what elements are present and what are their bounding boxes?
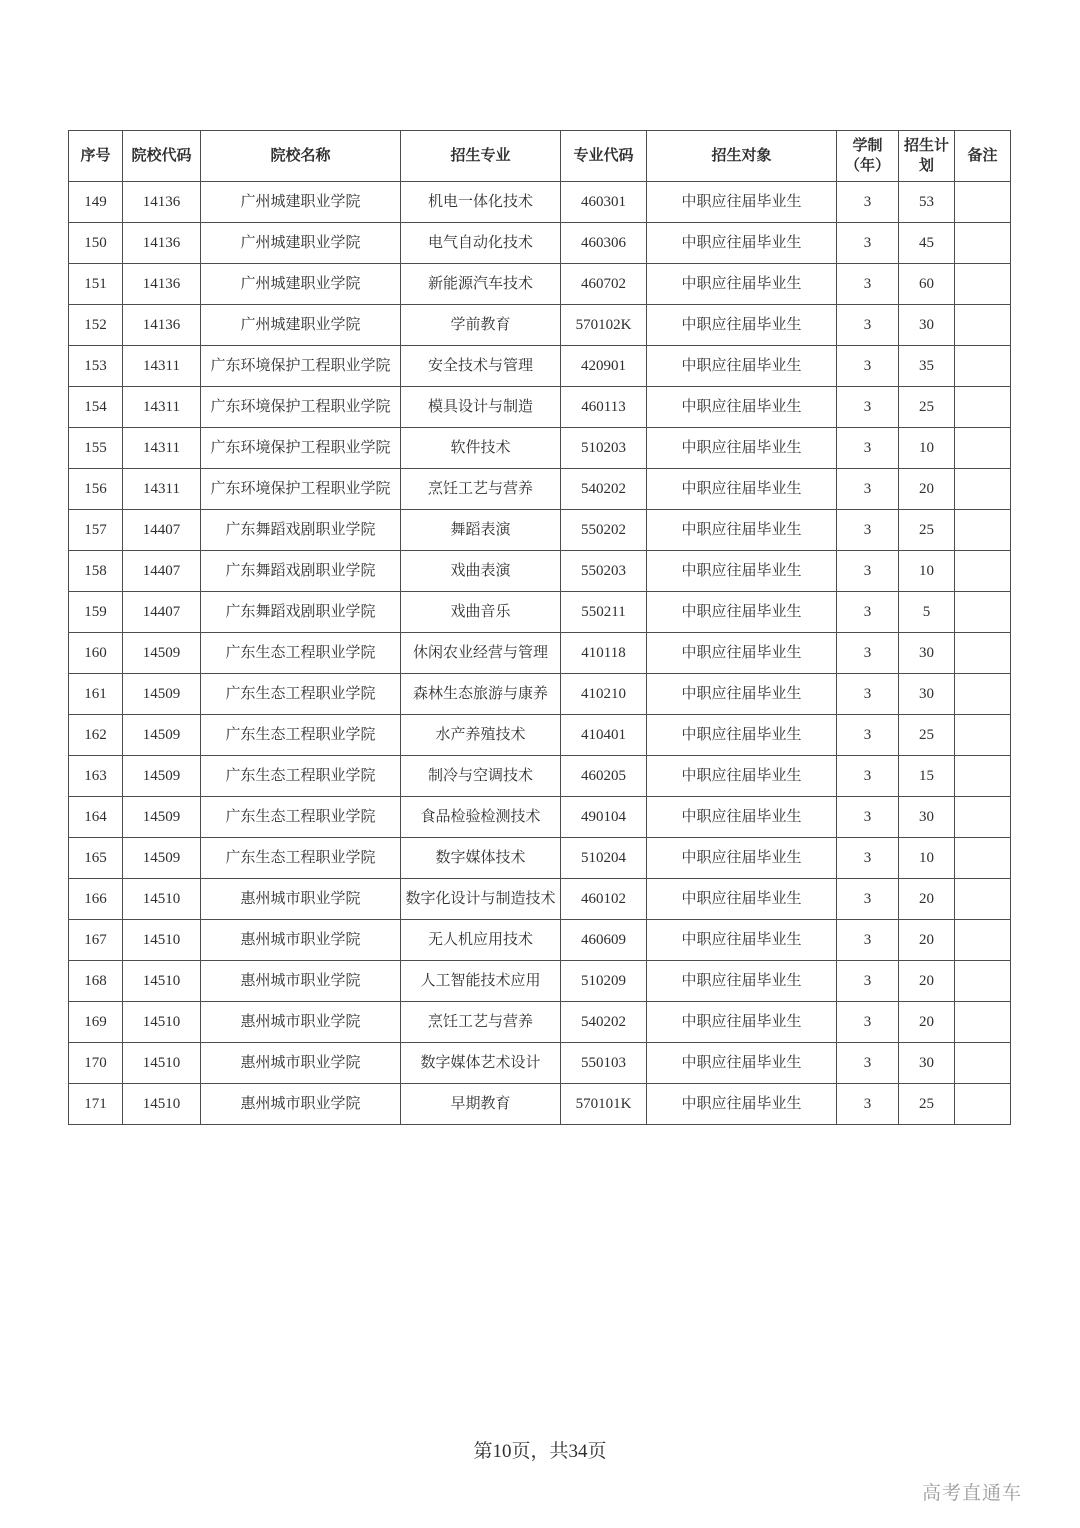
- table-cell: 中职应往届毕业生: [647, 264, 837, 305]
- table-cell: 3: [837, 264, 899, 305]
- table-cell: 490104: [561, 797, 647, 838]
- table-cell: 149: [69, 182, 123, 223]
- table-header: [69, 131, 1011, 182]
- table-cell: 30: [899, 674, 955, 715]
- table-cell: 惠州城市职业学院: [201, 1043, 401, 1084]
- watermark-text: 高考直通车: [921, 1483, 1022, 1504]
- table-cell: 3: [837, 838, 899, 879]
- table-cell: 410210: [561, 674, 647, 715]
- table-cell: 540202: [561, 469, 647, 510]
- table-cell: [955, 1002, 1011, 1043]
- table-cell: 3: [837, 182, 899, 223]
- table-cell: 中职应往届毕业生: [647, 879, 837, 920]
- table-cell: 35: [899, 346, 955, 387]
- table-row: [69, 920, 1011, 961]
- table-cell: 数字媒体技术: [401, 838, 561, 879]
- table-cell: 14311: [123, 387, 201, 428]
- table-cell: [955, 1084, 1011, 1125]
- table-cell: 中职应往届毕业生: [647, 469, 837, 510]
- table-cell: 戏曲表演: [401, 551, 561, 592]
- table-cell: 410118: [561, 633, 647, 674]
- column-header: 招生专业: [401, 131, 561, 182]
- table-cell: 3: [837, 633, 899, 674]
- table-cell: 410401: [561, 715, 647, 756]
- table-cell: 中职应往届毕业生: [647, 182, 837, 223]
- table-cell: [955, 879, 1011, 920]
- table-cell: 3: [837, 428, 899, 469]
- table-cell: 中职应往届毕业生: [647, 1043, 837, 1084]
- table-cell: 161: [69, 674, 123, 715]
- table-cell: 3: [837, 469, 899, 510]
- table-cell: 156: [69, 469, 123, 510]
- table-cell: 广东生态工程职业学院: [201, 838, 401, 879]
- table-cell: 150: [69, 223, 123, 264]
- table-cell: [955, 428, 1011, 469]
- table-cell: 广东环境保护工程职业学院: [201, 428, 401, 469]
- table-cell: 3: [837, 551, 899, 592]
- table-row: [69, 756, 1011, 797]
- table-cell: 烹饪工艺与营养: [401, 1002, 561, 1043]
- table-cell: 14509: [123, 756, 201, 797]
- table-cell: [955, 633, 1011, 674]
- table-cell: [955, 264, 1011, 305]
- table-cell: 3: [837, 674, 899, 715]
- table-cell: 159: [69, 592, 123, 633]
- table-cell: 3: [837, 510, 899, 551]
- table-row: [69, 510, 1011, 551]
- table-cell: 休闲农业经营与管理: [401, 633, 561, 674]
- table-cell: 惠州城市职业学院: [201, 961, 401, 1002]
- table-cell: 570101K: [561, 1084, 647, 1125]
- table-cell: 550211: [561, 592, 647, 633]
- table-cell: 中职应往届毕业生: [647, 797, 837, 838]
- table-cell: 60: [899, 264, 955, 305]
- table-row: [69, 1043, 1011, 1084]
- enrollment-table: [68, 130, 1011, 1125]
- table-cell: 169: [69, 1002, 123, 1043]
- table-cell: 163: [69, 756, 123, 797]
- table-cell: 中职应往届毕业生: [647, 920, 837, 961]
- table-cell: 3: [837, 387, 899, 428]
- table-cell: 460609: [561, 920, 647, 961]
- table-cell: 3: [837, 1043, 899, 1084]
- table-cell: 3: [837, 1002, 899, 1043]
- table-cell: 460702: [561, 264, 647, 305]
- table-cell: 420901: [561, 346, 647, 387]
- table-cell: 3: [837, 879, 899, 920]
- table-cell: 168: [69, 961, 123, 1002]
- table-cell: 惠州城市职业学院: [201, 920, 401, 961]
- table-cell: 510209: [561, 961, 647, 1002]
- table-cell: 中职应往届毕业生: [647, 838, 837, 879]
- table-cell: 550103: [561, 1043, 647, 1084]
- table-cell: 广东环境保护工程职业学院: [201, 346, 401, 387]
- table-cell: [955, 346, 1011, 387]
- table-cell: 25: [899, 715, 955, 756]
- table-row: [69, 469, 1011, 510]
- table-cell: [955, 551, 1011, 592]
- table-cell: 540202: [561, 1002, 647, 1043]
- table-cell: 154: [69, 387, 123, 428]
- table-cell: 14136: [123, 264, 201, 305]
- table-cell: 162: [69, 715, 123, 756]
- table-cell: 30: [899, 1043, 955, 1084]
- table-cell: 水产养殖技术: [401, 715, 561, 756]
- table-cell: 25: [899, 387, 955, 428]
- table-cell: 20: [899, 1002, 955, 1043]
- table-cell: 人工智能技术应用: [401, 961, 561, 1002]
- table-cell: 广东舞蹈戏剧职业学院: [201, 551, 401, 592]
- table-cell: [955, 920, 1011, 961]
- table-cell: [955, 387, 1011, 428]
- table-cell: 3: [837, 305, 899, 346]
- table-cell: 广东生态工程职业学院: [201, 715, 401, 756]
- table-cell: 3: [837, 961, 899, 1002]
- table-cell: 10: [899, 428, 955, 469]
- table-cell: 30: [899, 797, 955, 838]
- table-cell: 广东生态工程职业学院: [201, 797, 401, 838]
- table-cell: 151: [69, 264, 123, 305]
- column-header: 院校代码: [123, 131, 201, 182]
- table-cell: 14509: [123, 674, 201, 715]
- table-cell: 中职应往届毕业生: [647, 428, 837, 469]
- table-cell: 167: [69, 920, 123, 961]
- table-cell: 10: [899, 838, 955, 879]
- table-cell: 14407: [123, 551, 201, 592]
- table-cell: 15: [899, 756, 955, 797]
- table-cell: 无人机应用技术: [401, 920, 561, 961]
- table-header-row: [69, 131, 1011, 182]
- table-cell: 460113: [561, 387, 647, 428]
- table-cell: 3: [837, 920, 899, 961]
- column-header: 备注: [955, 131, 1011, 182]
- table-cell: 14407: [123, 592, 201, 633]
- table-row: [69, 305, 1011, 346]
- table-cell: 惠州城市职业学院: [201, 1002, 401, 1043]
- table-row: [69, 715, 1011, 756]
- table-cell: 广州城建职业学院: [201, 182, 401, 223]
- table-cell: 14407: [123, 510, 201, 551]
- table-row: [69, 428, 1011, 469]
- table-cell: 20: [899, 469, 955, 510]
- table-cell: 学前教育: [401, 305, 561, 346]
- table-cell: 中职应往届毕业生: [647, 223, 837, 264]
- table-cell: 152: [69, 305, 123, 346]
- table-cell: 153: [69, 346, 123, 387]
- table-cell: 160: [69, 633, 123, 674]
- table-cell: 3: [837, 756, 899, 797]
- table-row: [69, 223, 1011, 264]
- table-row: [69, 1002, 1011, 1043]
- table-cell: 14509: [123, 715, 201, 756]
- table-cell: 14510: [123, 961, 201, 1002]
- table-cell: 3: [837, 346, 899, 387]
- table-cell: 数字媒体艺术设计: [401, 1043, 561, 1084]
- table-cell: 14510: [123, 1084, 201, 1125]
- table-row: [69, 797, 1011, 838]
- table-cell: 中职应往届毕业生: [647, 346, 837, 387]
- table-row: [69, 633, 1011, 674]
- table-cell: 舞蹈表演: [401, 510, 561, 551]
- table-cell: 550203: [561, 551, 647, 592]
- table-cell: 166: [69, 879, 123, 920]
- table-cell: [955, 1043, 1011, 1084]
- table-cell: 广州城建职业学院: [201, 264, 401, 305]
- table-cell: 惠州城市职业学院: [201, 1084, 401, 1125]
- table-row: [69, 961, 1011, 1002]
- table-cell: 20: [899, 920, 955, 961]
- table-cell: [955, 797, 1011, 838]
- table-cell: 460301: [561, 182, 647, 223]
- table-cell: 早期教育: [401, 1084, 561, 1125]
- table-cell: 中职应往届毕业生: [647, 756, 837, 797]
- table-cell: 550202: [561, 510, 647, 551]
- table-cell: 53: [899, 182, 955, 223]
- table-cell: [955, 756, 1011, 797]
- table-cell: 烹饪工艺与营养: [401, 469, 561, 510]
- table-cell: 14509: [123, 838, 201, 879]
- table-cell: 510203: [561, 428, 647, 469]
- table-cell: 14509: [123, 797, 201, 838]
- table-cell: [955, 469, 1011, 510]
- table-cell: 155: [69, 428, 123, 469]
- table-cell: 软件技术: [401, 428, 561, 469]
- table-cell: 14510: [123, 1002, 201, 1043]
- table-cell: 食品检验检测技术: [401, 797, 561, 838]
- table-cell: 3: [837, 1084, 899, 1125]
- table-cell: 30: [899, 305, 955, 346]
- table-cell: 14311: [123, 428, 201, 469]
- column-header: 招生对象: [647, 131, 837, 182]
- table-row: [69, 551, 1011, 592]
- table-cell: 165: [69, 838, 123, 879]
- table-cell: [955, 592, 1011, 633]
- table-cell: 460205: [561, 756, 647, 797]
- table-cell: 广州城建职业学院: [201, 223, 401, 264]
- table-cell: [955, 838, 1011, 879]
- table-row: [69, 1084, 1011, 1125]
- table-cell: 中职应往届毕业生: [647, 1002, 837, 1043]
- table-cell: 广东生态工程职业学院: [201, 756, 401, 797]
- page-number-footer: 第10页，共34页: [473, 1441, 607, 1462]
- table-cell: 数字化设计与制造技术: [401, 879, 561, 920]
- table-cell: 机电一体化技术: [401, 182, 561, 223]
- column-header: 专业代码: [561, 131, 647, 182]
- table-cell: 惠州城市职业学院: [201, 879, 401, 920]
- column-header: 序号: [69, 131, 123, 182]
- table-cell: 14136: [123, 223, 201, 264]
- table-cell: 戏曲音乐: [401, 592, 561, 633]
- table-row: [69, 838, 1011, 879]
- table-cell: 14136: [123, 182, 201, 223]
- table-cell: 14311: [123, 469, 201, 510]
- table-cell: 中职应往届毕业生: [647, 674, 837, 715]
- table-row: [69, 182, 1011, 223]
- table-cell: 中职应往届毕业生: [647, 961, 837, 1002]
- table-cell: 新能源汽车技术: [401, 264, 561, 305]
- table-cell: 20: [899, 879, 955, 920]
- table-cell: [955, 182, 1011, 223]
- table-cell: 中职应往届毕业生: [647, 510, 837, 551]
- table-cell: 中职应往届毕业生: [647, 551, 837, 592]
- table-cell: 45: [899, 223, 955, 264]
- table-cell: 510204: [561, 838, 647, 879]
- table-cell: 模具设计与制造: [401, 387, 561, 428]
- table-cell: 3: [837, 797, 899, 838]
- column-header: 招生计划: [899, 131, 955, 182]
- table-row: [69, 674, 1011, 715]
- table-cell: [955, 961, 1011, 1002]
- table-row: [69, 346, 1011, 387]
- table-cell: 171: [69, 1084, 123, 1125]
- table-cell: [955, 223, 1011, 264]
- table-cell: 3: [837, 592, 899, 633]
- table-cell: 170: [69, 1043, 123, 1084]
- table-cell: 广东舞蹈戏剧职业学院: [201, 592, 401, 633]
- table-cell: 中职应往届毕业生: [647, 633, 837, 674]
- table-cell: 20: [899, 961, 955, 1002]
- table-cell: 中职应往届毕业生: [647, 715, 837, 756]
- column-header: 院校名称: [201, 131, 401, 182]
- table-cell: 广东舞蹈戏剧职业学院: [201, 510, 401, 551]
- table-body: [69, 182, 1011, 1125]
- table-cell: 14136: [123, 305, 201, 346]
- table-cell: [955, 510, 1011, 551]
- table-cell: 森林生态旅游与康养: [401, 674, 561, 715]
- table-cell: 5: [899, 592, 955, 633]
- table-cell: 164: [69, 797, 123, 838]
- table-cell: 中职应往届毕业生: [647, 592, 837, 633]
- table-cell: 安全技术与管理: [401, 346, 561, 387]
- table-cell: [955, 305, 1011, 346]
- table-cell: 460102: [561, 879, 647, 920]
- table-cell: 制冷与空调技术: [401, 756, 561, 797]
- table-cell: 14510: [123, 1043, 201, 1084]
- table-row: [69, 264, 1011, 305]
- table-cell: 广东生态工程职业学院: [201, 674, 401, 715]
- table-cell: 中职应往届毕业生: [647, 1084, 837, 1125]
- table-cell: 14510: [123, 879, 201, 920]
- table-cell: 中职应往届毕业生: [647, 305, 837, 346]
- table-cell: 3: [837, 223, 899, 264]
- table-cell: 广东环境保护工程职业学院: [201, 469, 401, 510]
- table-cell: 中职应往届毕业生: [647, 387, 837, 428]
- table-cell: 30: [899, 633, 955, 674]
- table-cell: 25: [899, 1084, 955, 1125]
- table-cell: 广东生态工程职业学院: [201, 633, 401, 674]
- table-cell: 14510: [123, 920, 201, 961]
- table-row: [69, 879, 1011, 920]
- table-cell: 460306: [561, 223, 647, 264]
- table-cell: 10: [899, 551, 955, 592]
- table-cell: 158: [69, 551, 123, 592]
- table-cell: 3: [837, 715, 899, 756]
- table-cell: [955, 674, 1011, 715]
- table-cell: 25: [899, 510, 955, 551]
- table-cell: 570102K: [561, 305, 647, 346]
- table-cell: 电气自动化技术: [401, 223, 561, 264]
- table-cell: 14311: [123, 346, 201, 387]
- table-row: [69, 387, 1011, 428]
- table-cell: 广州城建职业学院: [201, 305, 401, 346]
- table-row: [69, 592, 1011, 633]
- table-cell: [955, 715, 1011, 756]
- table-cell: 157: [69, 510, 123, 551]
- column-header: 学制（年）: [837, 131, 899, 182]
- table-cell: 14509: [123, 633, 201, 674]
- table-cell: 广东环境保护工程职业学院: [201, 387, 401, 428]
